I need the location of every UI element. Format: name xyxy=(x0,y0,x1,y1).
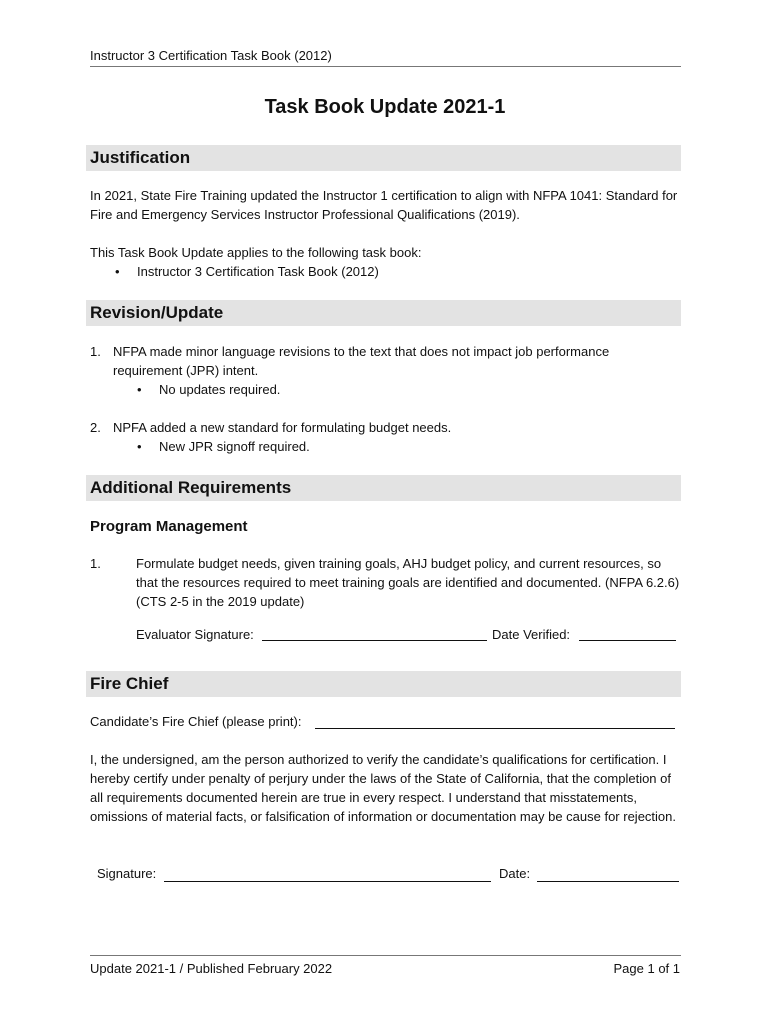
evaluator-signature-line[interactable] xyxy=(262,640,487,641)
applies-intro: This Task Book Update applies to the following task book: xyxy=(90,245,422,260)
additional-section-bar xyxy=(86,475,681,501)
revision-item-sub: • No updates required. xyxy=(159,380,280,399)
justification-paragraph: In 2021, State Fire Training updated the Instructor 1 certification to align with NFPA 1041: Standard for Fire and Emergency Services Instructor Professional Qualifications (2019). xyxy=(90,188,678,222)
footer-publication: Update 2021-1 / Published February 2022 xyxy=(90,961,333,976)
fire-chief-section-bar xyxy=(86,671,681,697)
program-management-subheading: Program Management xyxy=(90,518,248,535)
revision-item-text: NPFA added a new standard for formulating budget needs. xyxy=(113,420,452,435)
header-divider xyxy=(90,66,681,67)
justification-heading: Justification xyxy=(90,148,191,167)
revision-item-text: NFPA made minor language revisions to the text that does not impact job performance requirement (JPR) intent. xyxy=(113,344,610,378)
date-label: Date: xyxy=(499,866,531,881)
fire-chief-name-line[interactable] xyxy=(315,728,675,729)
revision-heading: Revision/Update xyxy=(90,303,224,322)
signature-line[interactable] xyxy=(164,881,491,882)
revision-item-sub: • New JPR signoff required. xyxy=(159,437,310,456)
page-number: Page 1 of 1 xyxy=(613,961,680,976)
revision-item-number: 2. xyxy=(90,420,101,435)
footer-divider xyxy=(90,955,681,956)
date-verified-label: Date Verified: xyxy=(492,627,571,642)
requirement-text: Formulate budget needs, given training goals, AHJ budget policy, and current resources, so that the resources required to meet training goals are identified and documented. (NFPA 6.2.6) (CTS 2-5 in the 2019 update) xyxy=(136,556,680,609)
evaluator-signature-label: Evaluator Signature: xyxy=(136,627,254,642)
date-verified-line[interactable] xyxy=(579,640,676,641)
requirement-number: 1. xyxy=(90,556,101,571)
applies-item: • Instructor 3 Certification Task Book (2012) xyxy=(137,262,379,281)
justification-section-bar xyxy=(86,145,681,171)
additional-heading: Additional Requirements xyxy=(90,478,292,497)
date-line[interactable] xyxy=(537,881,679,882)
fire-chief-print-label: Candidate’s Fire Chief (please print): xyxy=(90,714,302,729)
running-header: Instructor 3 Certification Task Book (2012) xyxy=(90,48,332,63)
revision-section-bar xyxy=(86,300,681,326)
fire-chief-certification: I, the undersigned, am the person authorized to verify the candidate’s qualifications for certification. I hereby certify under penalty of perjury under the laws of the State of California, that the completion of all requirements documented herein are true in every respect. I understand that misstatements, omissions of material facts, or falsification of information or documentation may be cause for rejection. xyxy=(90,752,676,824)
signature-label: Signature: xyxy=(97,866,157,881)
page-title: Task Book Update 2021-1 xyxy=(264,96,506,118)
revision-item-number: 1. xyxy=(90,344,101,359)
fire-chief-heading: Fire Chief xyxy=(90,674,169,693)
